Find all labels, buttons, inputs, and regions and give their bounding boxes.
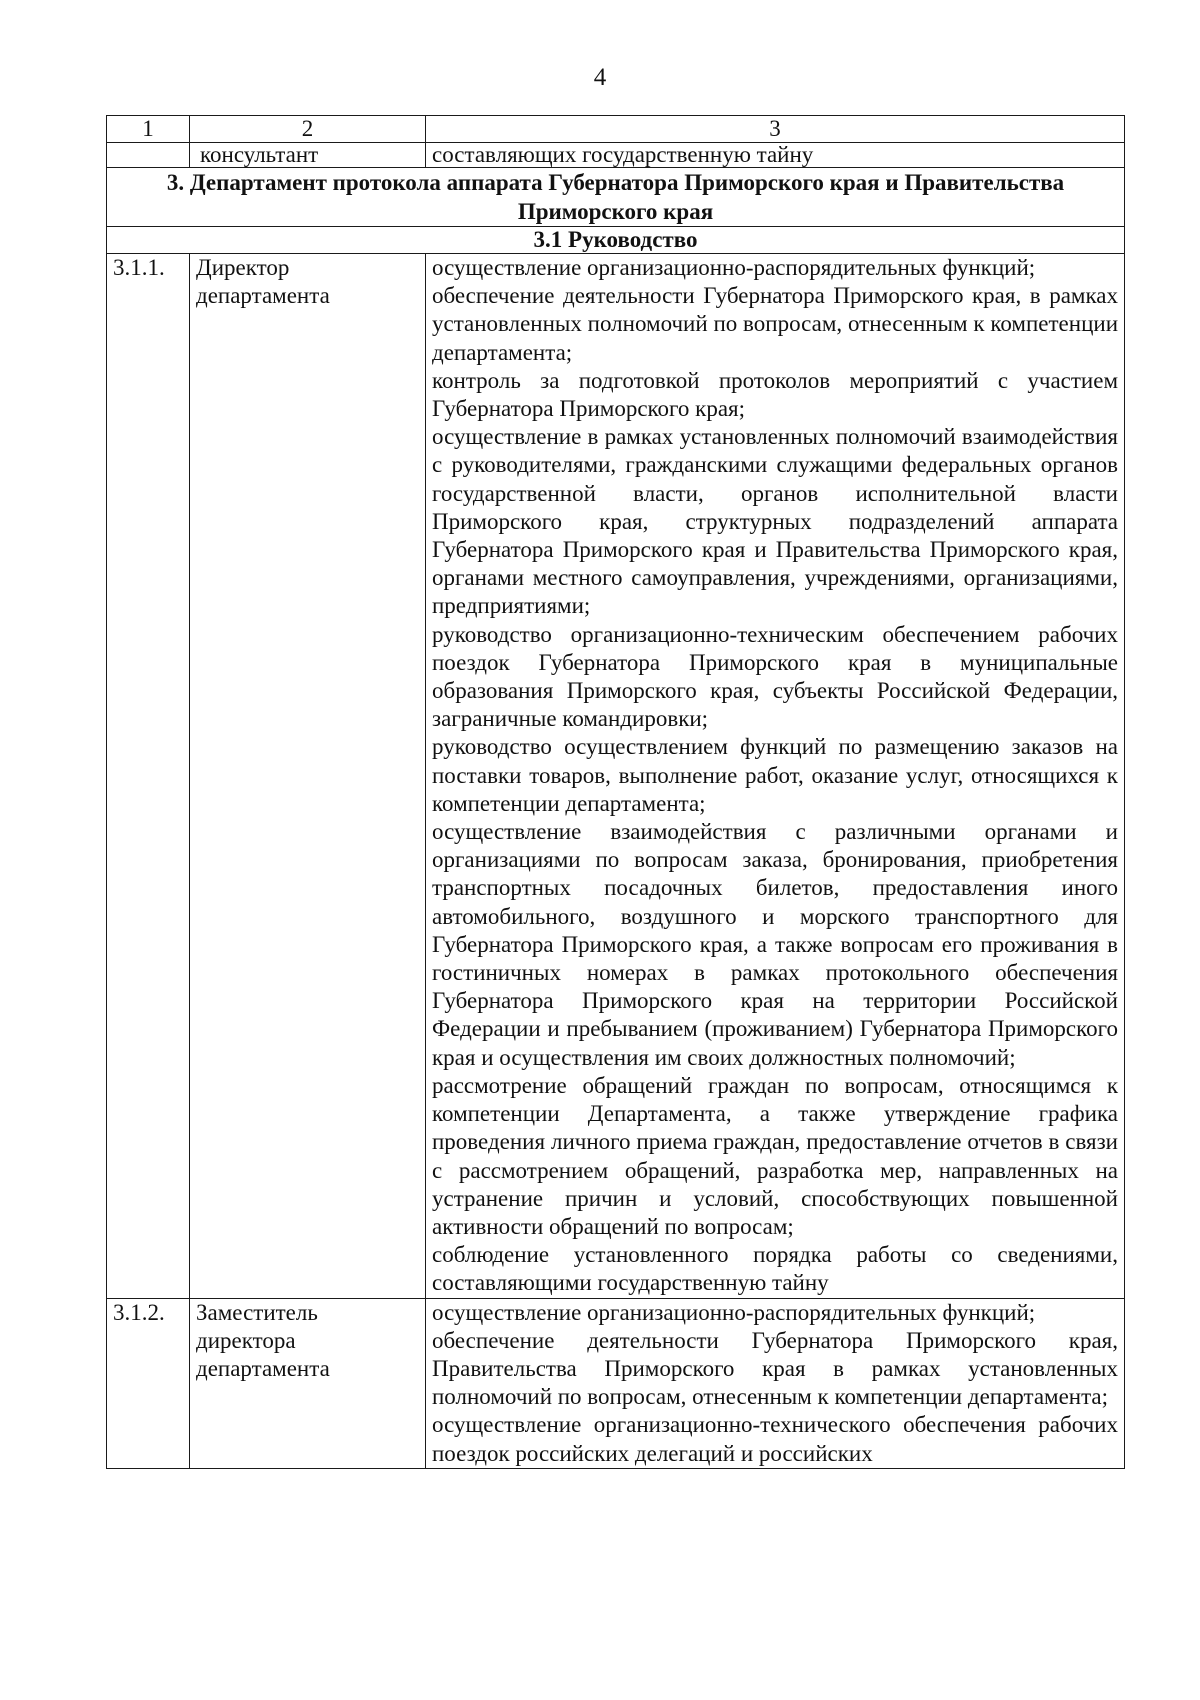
position-title: [190, 1298, 426, 1468]
duty-item: осуществление в рамках установленных полномочий взаимодействия с руководителями, гражданскими служащими федеральных органов государственной власти, органов исполнительной власти Приморского края, структурных подразделений аппарата Губернатора Приморского края и Правительства Приморского края, органами местного самоуправления, учреждениями, организациями, предприятиями;: [432, 424, 1118, 619]
duty-item: осуществление организационно-распорядительных функций;: [432, 255, 1036, 280]
duties-cell: [426, 1298, 1125, 1468]
header-col-1: 1: [107, 116, 190, 143]
page-number: 4: [593, 64, 607, 91]
continuation-row: [107, 143, 1125, 168]
subsection-title: 3.1 Руководство: [107, 227, 1125, 254]
duty-item: осуществление организационно-распорядительных функций;: [432, 1299, 1036, 1325]
duty-item: осуществление организационно-технического обеспечения рабочих поездок российских делегаций и российских: [432, 1412, 1118, 1466]
position-line: департамента: [196, 283, 330, 309]
continuation-num: [107, 143, 190, 168]
duty-item: соблюдение установленного порядка работы со сведениями, составляющими государственную тайну: [432, 1242, 1118, 1296]
position-line: директора: [196, 1327, 296, 1353]
duty-item: руководство осуществлением функций по размещению заказов на поставки товаров, выполнение работ, оказание услуг, относящихся к компетенции департамента;: [432, 734, 1118, 816]
continuation-duty: составляющих государственную тайну: [426, 143, 1125, 168]
position-line: Заместитель: [196, 1299, 318, 1325]
section-row: [107, 168, 1125, 227]
table-row: [107, 1298, 1125, 1468]
position-line: департамента: [196, 1355, 330, 1381]
duty-item: руководство организационно-техническим обеспечением рабочих поездок Губернатора Приморского края в муниципальные образования Приморского края, субъекты Российской Федерации, заграничные командировки;: [432, 621, 1118, 732]
subsection-row: [107, 227, 1125, 254]
duties-table: [106, 115, 1125, 1469]
header-col-3: 3: [426, 116, 1125, 143]
row-number: 3.1.1.: [107, 254, 190, 1299]
continuation-position: консультант: [190, 143, 426, 168]
table-header-row: [107, 116, 1125, 143]
duty-item: рассмотрение обращений граждан по вопросам, относящимся к компетенции Департамента, а также утверждение графика проведения личного приема граждан, предоставление отчетов в связи с рассмотрением обращений, разработка мер, направленных на устранение причин и условий, способствующих повышенной активности обращений по вопросам;: [432, 1072, 1118, 1239]
duty-item: обеспечение деятельности Губернатора Приморского края, Правительства Приморского края в рамках установленных полномочий по вопросам, отнесенным к компетенции департамента;: [432, 1327, 1118, 1410]
duties-cell: [426, 254, 1125, 1299]
duty-item: обеспечение деятельности Губернатора Приморского края, в рамках установленных полномочий по вопросам, отнесенным к компетенции департамента;: [432, 283, 1118, 365]
duty-item: осуществление взаимодействия с различными органами и организациями по вопросам заказа, бронирования, приобретения транспортных посадочных билетов, предоставления иного автомобильного, воздушного и морского транспортного для Губернатора Приморского края, а также вопросам его проживания в гостиничных номерах в рамках протокольного обеспечения Губернатора Приморского края на территории Российской Федерации и пребыванием (проживанием) Губернатора Приморского края и осуществления им своих должностных полномочий;: [432, 819, 1118, 1070]
position-line: Директор: [196, 255, 290, 280]
header-col-2: 2: [190, 116, 426, 143]
table-row: [107, 254, 1125, 1299]
position-title: [190, 254, 426, 1299]
duty-item: контроль за подготовкой протоколов мероприятий с участием Губернатора Приморского края;: [432, 367, 1118, 422]
row-number: 3.1.2.: [107, 1298, 190, 1468]
section-title: 3. Департамент протокола аппарата Губернатора Приморского края и Правительства Приморского края: [107, 168, 1125, 227]
